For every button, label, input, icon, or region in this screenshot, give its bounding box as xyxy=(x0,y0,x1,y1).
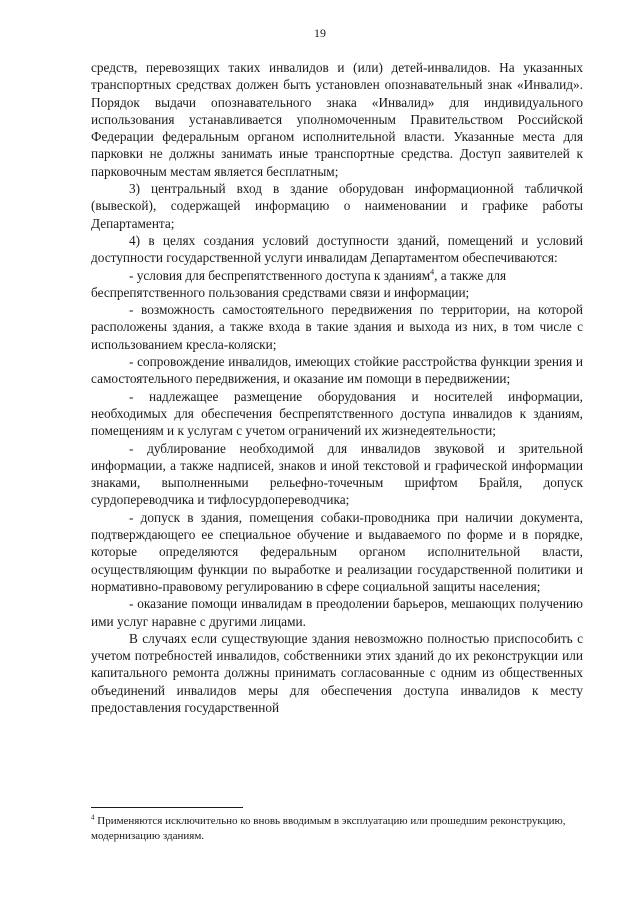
paragraph-existing-buildings: В случаях если существующие здания невозможно полностью приспособить с учетом потребностей инвалидов, собственники этих зданий до их реконструкции или капитального ремонта должны принимать согласованные с одним из общественных объединений инвалидов меры для обеспечения доступа инвалидов к месту предоставления государственной xyxy=(91,630,583,715)
list-item-guide-dog: - допуск в здания, помещения собаки-проводника при наличии документа, подтверждающего ее специальное обучение и выдаваемого по форме и в порядке, которые определяются федеральным органом исполнительной власти, осуществляющим функции по выработке и реализации государственной политики и нормативно-правовому регулированию в сфере социальной защиты населения; xyxy=(91,509,583,594)
list-item-text: , а также для xyxy=(434,267,507,283)
list-item-duplication: - дублирование необходимой для инвалидов звуковой и зрительной информации, а также надписей, знаков и иной текстовой и графической информации знаками, выполненными рельефно-точечным шрифтом Брайля, допуск сурдопереводчика и тифлосурдопереводчика; xyxy=(91,440,583,508)
document-body xyxy=(91,59,583,716)
paragraph-parking: средств, перевозящих таких инвалидов и (или) детей-инвалидов. На указанных транспортных средствах должен быть установлен опознавательный знак «Инвалид». Порядок выдачи опознавательного знака «Инвалид» для индивидуального использования устанавливается уполномоченным Правительством Российской Федерации федеральным органом исполнительной власти. Указанные места для парковки не должны занимать иные транспортные средства. Доступ заявителей к парковочным местам является бесплатным; xyxy=(91,60,583,179)
footnote-separator xyxy=(91,807,243,808)
list-item-continuation: беспрепятственного пользования средствами связи и информации; xyxy=(91,284,470,300)
footnote-marker: 4 xyxy=(91,813,95,822)
footnote xyxy=(91,814,583,844)
footnote-reference: 4 xyxy=(430,267,435,277)
footnote-text: Применяются исключительно ко вновь вводимым в эксплуатацию или прошедшим реконструкцию, модернизацию зданиям. xyxy=(91,815,566,842)
list-item-escort: - сопровождение инвалидов, имеющих стойкие расстройства функции зрения и самостоятельного передвижения, и оказание им помощи в передвижении; xyxy=(91,354,583,387)
list-item-text: - условия для беспрепятственного доступа к зданиям xyxy=(129,267,431,283)
paragraph-entrance-sign: 3) центральный вход в здание оборудован информационной табличкой (вывеской), содержащей информацию о наименовании и графике работы Департамента; xyxy=(91,181,583,231)
page-number: 19 xyxy=(314,26,326,40)
list-item-equipment-placement: - надлежащее размещение оборудования и носителей информации, необходимых для обеспечения беспрепятственного доступа инвалидов к зданиям, помещениям и к услугам с учетом ограничений их жизнедеятельности; xyxy=(91,388,583,439)
list-item-assistance: - оказание помощи инвалидам в преодолении барьеров, мешающих получению ими услуг наравне с другими лицами. xyxy=(91,596,583,629)
paragraph-accessibility-intro: 4) в целях создания условий доступности зданий, помещений и условий доступности государственной услуги инвалидам Департаментом обеспечиваются: xyxy=(91,232,583,266)
list-item-access-conditions xyxy=(91,267,583,284)
list-item-movement: - возможность самостоятельного передвижения по территории, на которой расположены здания, а также входа в такие здания и выхода из них, в том числе с использованием кресла-коляски; xyxy=(91,302,583,352)
